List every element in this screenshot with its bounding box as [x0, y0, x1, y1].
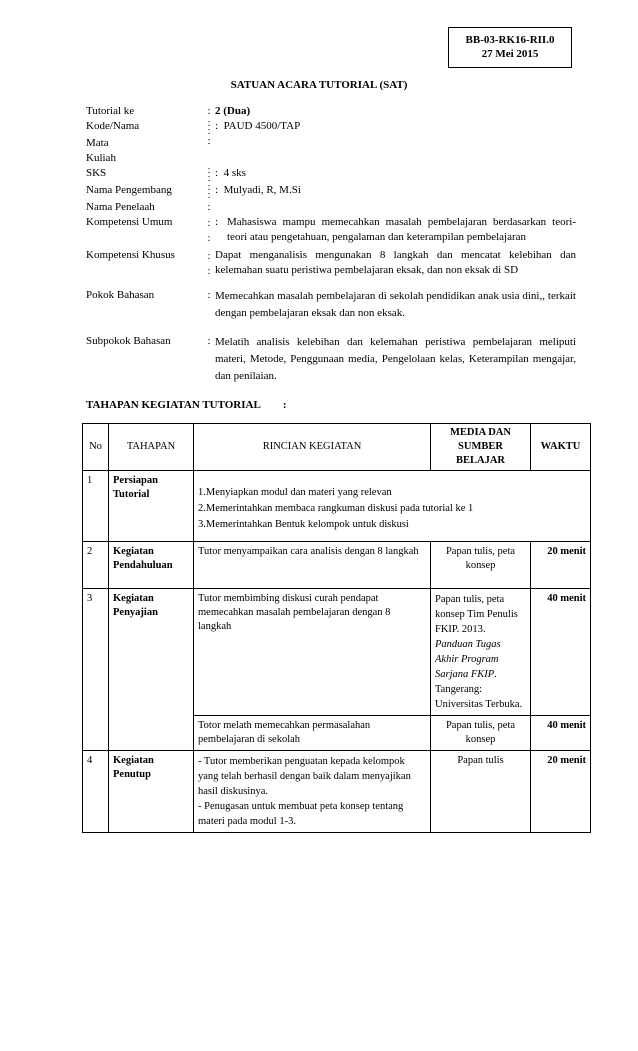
row-waktu: 40 menit	[531, 589, 591, 716]
info-label: Nama Pengembang	[86, 184, 172, 196]
info-row-pokok-bahasan	[86, 288, 576, 322]
colon: :	[215, 216, 219, 228]
row-waktu: 20 menit	[531, 751, 591, 833]
row-rincian: Tutor menyampaikan cara analisis dengan 8 langkah	[194, 542, 431, 589]
info-label: Kode/Nama	[86, 120, 140, 132]
table-row	[83, 589, 591, 716]
row-tahapan: Kegiatan Penyajian	[109, 589, 194, 751]
colon: : :	[207, 251, 211, 277]
row-no: 4	[83, 751, 109, 833]
row-waktu: 40 menit	[531, 716, 591, 751]
row-rincian: Tutor membimbing diskusi curah pendapat memecahkan masalah pembelajaran dengan 8 langkah	[194, 589, 431, 716]
header-media: MEDIA DAN SUMBER BELAJAR	[431, 424, 531, 471]
info-value: Dapat menganalisis mengunakan 8 langkah dan mencatat kelebihan dan kelemahan suatu peristiwa pembelajaran eksak, dan non eksak di SD	[215, 249, 576, 276]
row-media: Papan tulis	[431, 751, 531, 833]
info-row-pengembang	[86, 183, 576, 200]
header-rincian: RINCIAN KEGIATAN	[194, 424, 431, 471]
info-label: Nama Penelaah	[86, 201, 155, 213]
colon: :	[207, 201, 211, 213]
colon: : :	[207, 118, 211, 137]
table-row	[83, 471, 591, 542]
info-label: Tutorial ke	[86, 105, 135, 117]
info-row-kompetensi-umum	[86, 215, 576, 246]
table-row	[83, 751, 591, 833]
colon: :	[207, 135, 211, 147]
colon: : :	[207, 218, 211, 244]
colon: :	[207, 105, 211, 117]
colon: :	[215, 120, 219, 132]
document-code: BB-03-RK16-RII.0	[465, 34, 555, 46]
row-tahapan: Kegiatan Pendahuluan	[109, 542, 194, 589]
row-tahapan: Kegiatan Penutup	[109, 751, 194, 833]
row-tahapan: Persiapan Tutorial	[109, 471, 194, 542]
info-row-kode	[86, 119, 576, 136]
document-code-box	[448, 27, 572, 68]
info-label: Subpokok Bahasan	[86, 335, 171, 347]
row-rincian: Totor melath memecahkan permasalahan pembelajaran di sekolah	[194, 716, 431, 751]
info-row-penelaah	[86, 200, 576, 215]
page-title: SATUAN ACARA TUTORIAL (SAT)	[230, 79, 408, 91]
info-value: : Mahasiswa mampu memecahkan masalah pembelajaran berdasarkan teori-teori atau pengetahuan, pengalaman dan keterampilan pembelajaran	[215, 215, 576, 246]
header-waktu: WAKTU	[531, 424, 591, 471]
info-label: SKS	[86, 167, 107, 179]
activity-table	[82, 423, 591, 833]
table-header-row	[83, 424, 591, 471]
rincian-item: - Penugasan untuk membuat peta konsep tentang materi pada modul 1-3.	[198, 801, 404, 827]
header-tahapan: TAHAPAN	[109, 424, 194, 471]
info-row-mata-kuliah	[86, 136, 576, 166]
info-row-subpokok-bahasan	[86, 334, 576, 385]
info-value: : Mulyadi, R, M.Si	[215, 184, 301, 196]
info-value: : PAUD 4500/TAP	[215, 120, 301, 132]
rincian-item: 2.Memerintahkan membaca rangkuman diskusi pada tutorial ke 1	[198, 503, 474, 514]
row-no: 3	[83, 589, 109, 751]
row-no: 1	[83, 471, 109, 542]
row-media: Papan tulis, peta konsep	[431, 716, 531, 751]
info-value: Memecahkan masalah pembelajaran di sekolah pendidikan anak usia dini,, terkait dengan pembelajaran eksak dan non eksak.	[215, 290, 576, 319]
info-value: 2 (Dua)	[215, 105, 251, 117]
info-label: Pokok Bahasan	[86, 289, 155, 301]
info-label: Kompetensi Umum	[86, 216, 173, 228]
table-row	[83, 542, 591, 589]
row-media: Papan tulis, peta konsep Tim Penulis FKIP. 2013. Panduan Tugas Akhir Program Sarjana FKIP. Tangerang: Universitas Terbuka.	[431, 589, 531, 716]
colon: : :	[207, 165, 211, 184]
row-media: Papan tulis, peta konsep	[431, 542, 531, 589]
info-label: Mata Kuliah	[86, 137, 116, 164]
row-rincian	[194, 751, 431, 833]
rincian-item: 3.Memerintahkan Bentuk kelompok untuk diskusi	[198, 519, 409, 530]
info-row-tutorial	[86, 104, 576, 119]
header-no: No	[83, 424, 109, 471]
info-row-kompetensi-khusus	[86, 248, 576, 279]
rincian-item: 1.Menyiapkan modul dan materi yang relevan	[198, 487, 392, 498]
info-row-sks	[86, 166, 576, 183]
colon: :	[207, 289, 211, 301]
row-rincian	[194, 471, 591, 542]
rincian-item: - Tutor memberikan penguatan kepada kelompok yang telah berhasil dengan baik dalam menyajikan hasil diskusinya.	[198, 756, 411, 797]
row-waktu: 20 menit	[531, 542, 591, 589]
info-section	[86, 104, 576, 385]
row-no: 2	[83, 542, 109, 589]
info-label: Kompetensi Khusus	[86, 249, 175, 261]
info-value: Melatih analisis kelebihan dan kelemahan peristiwa pembelajaran meliputi materi, Metode, Penggunaan media, Pengelolaan kelas, Keterampilan mengajar, dan penilaian.	[215, 336, 576, 382]
colon: : :	[207, 182, 211, 201]
document-date: 27 Mei 2015	[481, 48, 539, 60]
info-value: : 4 sks	[215, 167, 246, 179]
section-heading: TAHAPAN KEGIATAN TUTORIAL :	[86, 399, 287, 411]
colon: :	[207, 335, 211, 347]
